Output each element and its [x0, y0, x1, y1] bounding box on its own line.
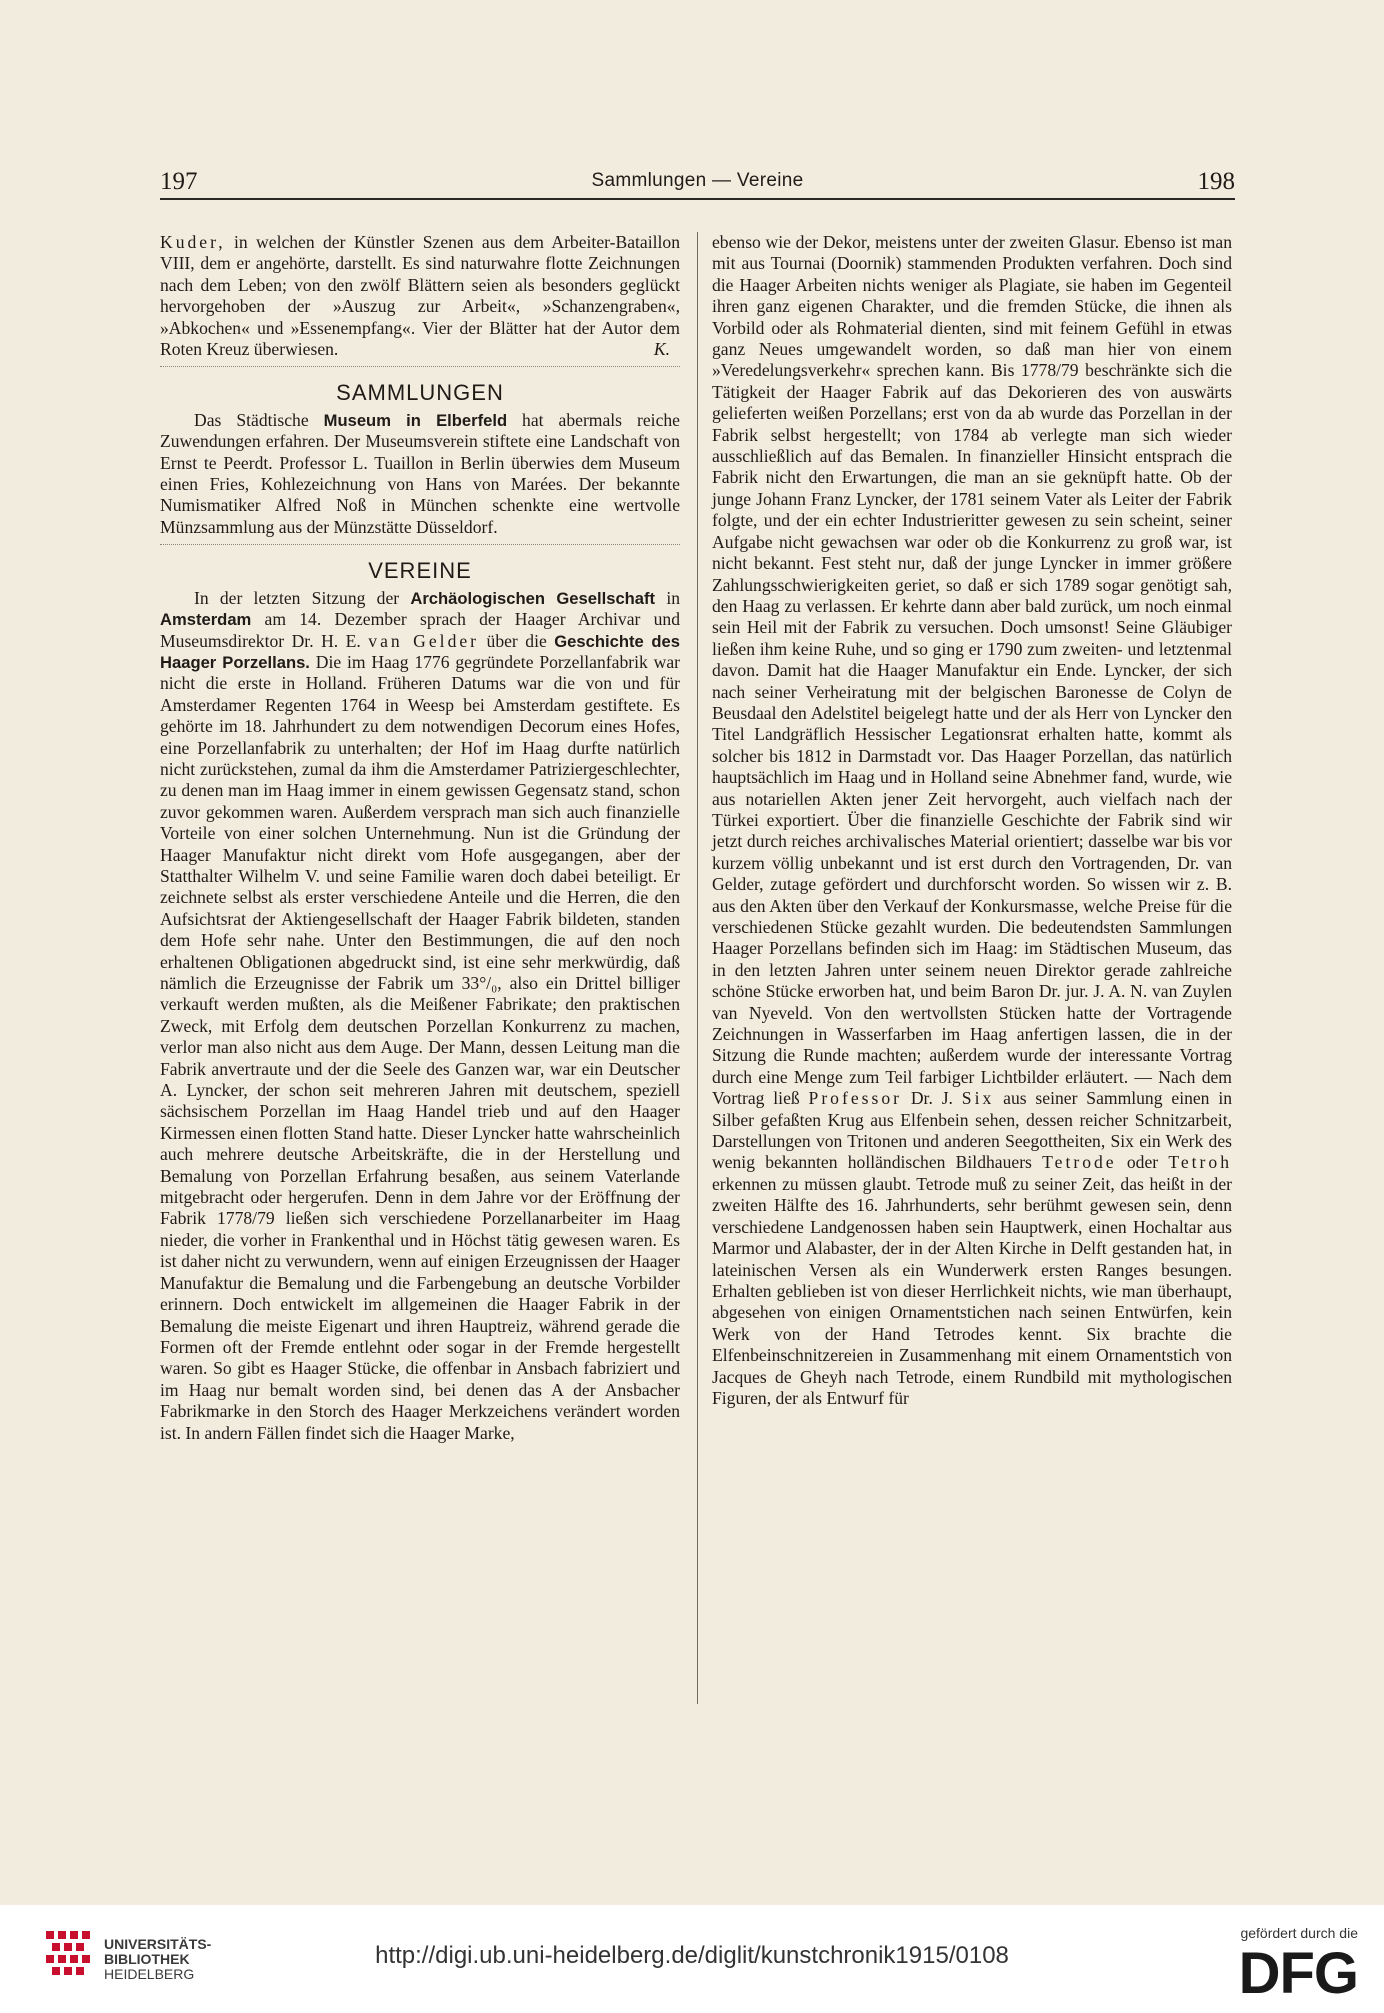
sammlungen-paragraph: Das Städtische Museum in Elberfeld hat abermals reiche Zuwendungen erfahren. Der Museumsverein stiftete eine Landschaft von Ernst te Peerdt. Professor L. Tuaillon in Berlin überwies dem Museum einen Fries, Kohlezeichnung von Hans von Marées. Der bekannte Numismatiker Alfred Noß in München schenkte eine wertvolle Münzsammlung aus der Münzstätte Düsseldorf. [160, 409, 680, 537]
column-divider [697, 232, 698, 1704]
left-column [160, 232, 680, 1444]
vereine-paragraph: In der letzten Sitzung der Archäologischen Gesellschaft in Amsterdam am 14. Dezember sprach der Haager Archivar und Museumsdirektor Dr. H. E. van Gelder über die Geschichte des Haager Porzellans. Die im Haag 1776 gegründete Porzellanfabrik war nicht die erste in Holland. Früheren Datums war die von und für Amsterdamer Regenten 1764 in Weesp bei Amsterdam gestiftete. Es gehörte im 18. Jahrhundert zu dem notwendigen Decorum eines Hofes, eine Porzellanfabrik zu unterhalten; der Hof im Haag durfte natürlich nicht zurückstehen, zumal da ihm die Amsterdamer Patriziergeschlechter, zu denen man im Haag immer in einem gewissen Gegensatz stand, schon zuvor gekommen waren. Außerdem versprach man sich auch finanzielle Vorteile von einer solchen Unternehmung. Nun ist die Gründung der Haager Manufaktur nicht direkt vom Hofe ausgegangen, aber der Statthalter Wilhelm V. und seine Familie waren doch dabei beteiligt. Er zeichnete selbst als erster verschiedene Anteile und die Herren, die den Aufsichtsrat der Aktiengesellschaft der Haager Fabrik bildeten, standen dem Hofe sehr nahe. Unter den Bestimmungen, die auf den noch erhaltenen Obligationen abgedruckt sind, ist eine sehr merkwürdig, daß nämlich die Erzeugnisse der Fabrik um 33°/₀, also ein Drittel billiger verkauft werden mußten, als die Meißener Fabrikate; den praktischen Zweck, mit Erfolg dem deutschen Porzellan Konkurrenz zu machen, verlor man also nicht aus dem Auge. Der Mann, dessen Leitung man die Fabrik anvertraute und der die Seele des Ganzen war, war ein Deutscher A. Lyncker, der schon seit mehreren Jahren mit deutschem, speziell sächsischem Porzellan im Haag Handel trieb und auf den Haager Kirmessen einen flotten Stand hatte. Dieser Lyncker hatte wahrscheinlich auch mehrere deutsche Arbeitskräfte, die in der Herstellung und Bemalung von Porzellan Erfahrung besaßen, aus seinem Vaterlande mitgebracht oder hergerufen. Denn in dem Jahre vor der Eröffnung der Fabrik 1778/79 ließen sich verschiedene Porzellanarbeiter im Haag nieder, die vorher in Frankenthal und in Höchst tätig gewesen waren. Es ist daher nicht zu verwundern, wenn auf einigen Erzeugnissen der Haager Manufaktur die Bemalung und die Farbengebung an deutsche Vorbilder erinnern. Doch entwickelt im allgemeinen die Haager Fabrik in der Bemalung die meiste Eigenart und ihren Hauptreiz, während gerade die Formen oft der Fremde entlehnt oder sogar in der Fremde hergestellt waren. So gibt es Haager Stücke, die offenbar in Ansbach fabriziert und im Haag nur bemalt worden sind, bei denen das A der Ansbacher Fabrikmarke in den Storch des Haager Merkzeichens verändert worden ist. In andern Fällen findet sich die Haager Marke, [160, 587, 680, 1443]
running-title: Sammlungen — Vereine [591, 170, 804, 191]
page-number-left: 197 [160, 168, 198, 195]
permalink-url[interactable]: http://digi.ub.uni-heidelberg.de/diglit/kunstchronik1915/0108 [375, 1942, 1009, 1969]
university-library-name: UNIVERSITÄTS- BIBLIOTHEK HEIDELBERG [104, 1936, 212, 1982]
section-heading-sammlungen: SAMMLUNGEN [336, 380, 504, 406]
intro-paragraph: Kuder, in welchen der Künstler Szenen aus dem Arbeiter-Bataillon VIII, dem er angehörte, darstellt. Es sind naturwahre flotte Zeichnungen nach dem Leben; von den zwölf Blättern seien als besonders geglückt hervorgehoben der »Auszug zur Arbeit«, »Schanzengraben«, »Abkochen« und »Essenempfang«. Vier der Blätter hat der Autor dem Roten Kreuz überwiesen. K. [160, 232, 680, 360]
continued-paragraph: ebenso wie der Dekor, meistens unter der zweiten Glasur. Ebenso ist man mit aus Tournai (Doornik) stammenden Produkten verfahren. Doch sind die Haager Arbeiten nichts weniger als Plagiate, sie haben im Gegenteil ihren ganz eigenen Charakter, und die fremden Stücke, die ihnen als Vorbild oder als Rohmaterial dienten, sind mit feinem Gefühl in etwas ganz Neues umgewandelt worden, so daß man hier von einem »Veredelungsverkehr« sprechen kann. Bis 1778/79 beschränkte sich die Tätigkeit der Haager Fabrik auf das Dekorieren des von auswärts gelieferten weißen Porzellans; erst von da ab wurde das Porzellan in der Fabrik selbst hergestellt; von 1784 ab verlegte man sich wieder ausschließlich auf das Bemalen. In finanzieller Hinsicht entsprach die Fabrik nicht den Erwartungen, die man an sie geknüpft hatte. Ob der junge Johann Franz Lyncker, der 1781 seinem Vater als Leiter der Fabrik folgte, und der ein echter Industrieritter gewesen zu sein scheint, seiner Aufgabe nicht gewachsen war oder ob die Konkurrenz zu groß war, ist nicht bekannt. Fest steht nur, daß der junge Lyncker in immer größere Zahlungsschwierigkeiten geriet, so daß er sich 1789 sogar genötigt sah, den Haag zu verlassen. Er kehrte dann aber bald zurück, um noch einmal sein Heil mit der Fabrik zu versuchen. Doch umsonst! Seine Gläubiger ließen ihm keine Ruhe, und so ging er 1790 zum zweiten- und letztenmal davon. Damit hat die Haager Manufaktur ein Ende. Lyncker, der sich nach seiner Verheiratung mit der belgischen Baronesse de Colyn de Beusdaal den Adelstitel beigelegt hatte und der als Herr von Lyncker den Titel Landgräflich Hessischer Legationsrat erhalten hatte, kommt als solcher bis 1812 in Darmstadt vor. Das Haager Porzellan, das natürlich hauptsächlich im Haag und in Holland seine Abnehmer fand, wurde, wie aus notariellen Akten jener Zeit hervorgeht, auch vielfach nach der Türkei exportiert. Über die finanzielle Geschichte der Fabrik sind wir jetzt durch reiches archivalisches Material orientiert; dasselbe war bis vor kurzem völlig unbekannt und ist erst durch den Vortragenden, Dr. van Gelder, zutage gefördert und durchforscht worden. So wissen wir z. B. aus den Akten über den Verkauf der Konkursmasse, welche Preise für die verschiedenen Stücke gezahlt wurden. Die bedeutendsten Sammlungen Haager Porzellans befinden sich im Haag: im Städtischen Museum, das in den letzten Jahren unter seinem neuen Direktor gerade zahlreiche schöne Stücke erworben hat, und beim Baron Dr. jur. J. A. N. van Zuylen van Nyeveld. Von den wertvollsten Stücken hatte der Vortragende Zeichnungen in Wasserfarben im Haag anfertigen lassen, die in der Sitzung die Runde machten; außerdem wurde der interessante Vortrag durch eine Menge zum Teil farbiger Lichtbilder erläutert. — Nach dem Vortrag ließ Professor Dr. J. Six aus seiner Sammlung einen in Silber gefaßten Krug aus Elfenbein sehen, dessen reicher Schnitzarbeit, Darstellungen von Tritonen und anderen Seegottheiten, Six ein Werk des wenig bekannten holländischen Bildhauers Tetrode oder Tetroh erkennen zu müssen glaubt. Tetrode muß zu seiner Zeit, das heißt in der zweiten Hälfte des 16. Jahrhunderts, sehr berühmt gewesen sein, denn verschiedene Landgenossen haben sein Hauptwerk, einen Hochaltar aus Marmor und Alabaster, der in der Alten Kirche in Delft gestanden hat, in lateinischen Versen als ein Wunderwerk ersten Ranges besungen. Erhalten geblieben ist von dieser Herrlichkeit nichts, wie man überhaupt, abgesehen von einigen Ornamentstichen nach seinen Entwürfen, kein Werk von der Hand Tetrodes kennt. Six brachte die Elfenbeinschnitzereien in Zusammenhang mit einem Ornamentstich von Jacques de Gheyh nach Tetrode, einem Rundbild mit mythologischen Figuren, der als Entwurf für [712, 232, 1233, 1408]
dfg-caption: gefördert durch die [1240, 1925, 1358, 1941]
section-divider [160, 366, 680, 368]
page-number-right: 198 [1197, 168, 1235, 195]
running-header [160, 168, 1235, 200]
right-column [712, 232, 1232, 1409]
signature: K. [653, 339, 670, 360]
digitization-footer [0, 1905, 1384, 2013]
section-heading-vereine: VEREINE [368, 558, 472, 584]
dfg-logo: DFG [1238, 1941, 1358, 2006]
section-divider [160, 544, 680, 546]
